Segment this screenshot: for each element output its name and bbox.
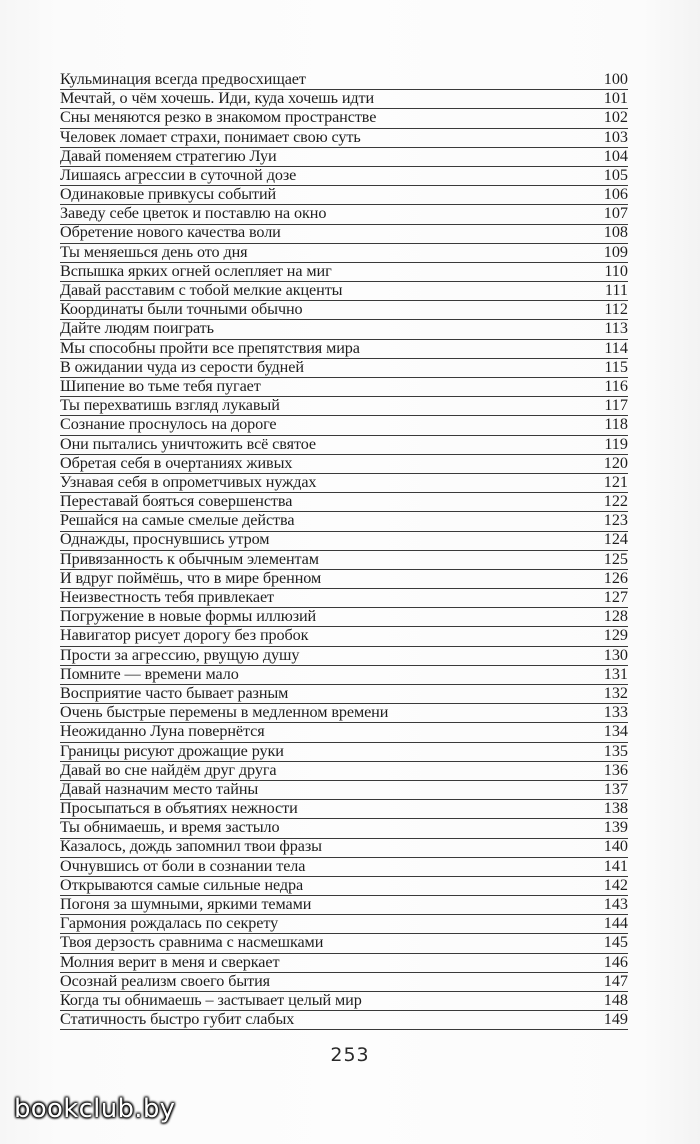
toc-entry-title: Лишаясь агрессии в суточной дозе xyxy=(60,165,297,184)
toc-entry-title: Твоя дерзость сравнима с насмешками xyxy=(60,933,324,952)
toc-entry-page: 120 xyxy=(603,453,628,472)
toc-entry-page: 137 xyxy=(603,779,628,798)
toc-entry-title: Они пытались уничтожить всё святое xyxy=(60,434,316,453)
toc-entry-page: 133 xyxy=(603,703,628,722)
toc-entry xyxy=(60,129,628,148)
toc-entry-page: 136 xyxy=(603,760,628,779)
toc-entry xyxy=(60,263,628,282)
toc-entry-title: Вспышка ярких огней ослепляет на миг xyxy=(60,261,332,280)
toc-entry xyxy=(60,992,628,1011)
toc-entry-title: Погоня за шумными, яркими темами xyxy=(60,895,312,914)
toc-entry xyxy=(60,685,628,704)
toc-entry xyxy=(60,320,628,339)
toc-entry-page: 131 xyxy=(603,664,628,683)
toc-entry-page: 147 xyxy=(603,971,628,990)
toc-entry xyxy=(60,973,628,992)
toc-entry-page: 121 xyxy=(603,472,628,491)
toc-entry-page: 145 xyxy=(603,933,628,952)
site-watermark: bookclub.by xyxy=(14,1094,176,1124)
toc-entry-title: Помните — времени мало xyxy=(60,664,239,683)
toc-entry xyxy=(60,800,628,819)
toc-entry xyxy=(60,416,628,435)
toc-entry xyxy=(60,608,628,627)
toc-entry-page: 102 xyxy=(603,108,628,127)
toc-entry xyxy=(60,934,628,953)
toc-entry-page: 126 xyxy=(603,568,628,587)
toc-entry-page: 124 xyxy=(603,530,628,549)
toc-entry xyxy=(60,109,628,128)
toc-entry-title: Узнавая себя в опрометчивых нуждах xyxy=(60,472,317,491)
toc-entry xyxy=(60,570,628,589)
toc-entry-title: Решайся на самые смелые действа xyxy=(60,511,295,530)
toc-entry xyxy=(60,244,628,263)
toc-entry-page: 114 xyxy=(604,338,628,357)
toc-entry xyxy=(60,225,628,244)
toc-entry xyxy=(60,915,628,934)
toc-entry-title: Статичность быстро губит слабых xyxy=(60,1010,295,1029)
toc-entry-page: 111 xyxy=(604,281,628,300)
toc-entry-page: 130 xyxy=(603,645,628,664)
toc-entry-page: 144 xyxy=(603,914,628,933)
toc-entry-page: 134 xyxy=(603,722,628,741)
toc-entry-page: 146 xyxy=(603,952,628,971)
toc-entry xyxy=(60,148,628,167)
toc-entry-page: 143 xyxy=(603,895,628,914)
toc-entry-title: Привязанность к обычным элементам xyxy=(60,549,319,568)
toc-entry xyxy=(60,704,628,723)
toc-entry-page: 106 xyxy=(603,185,628,204)
toc-entry-page: 119 xyxy=(604,434,628,453)
toc-entry-title: Мечтай, о чём хочешь. Иди, куда хочешь идти xyxy=(60,89,375,108)
toc-entry xyxy=(60,436,628,455)
toc-entry-title: Сознание проснулось на дороге xyxy=(60,415,277,434)
toc-entry xyxy=(60,474,628,493)
toc-entry-title: Неизвестность тебя привлекает xyxy=(60,588,275,607)
toc-entry-title: Открываются самые сильные недра xyxy=(60,875,304,894)
toc-entry-title: Ты перехватишь взгляд лукавый xyxy=(60,396,280,415)
toc-entry-page: 108 xyxy=(603,223,628,242)
toc-entry-title: В ожидании чуда из серости будней xyxy=(60,357,304,376)
toc-entry-title: Прости за агрессию, рвущую душу xyxy=(60,645,300,664)
toc-entry-page: 100 xyxy=(603,69,628,88)
toc-entry xyxy=(60,723,628,742)
toc-entry-page: 103 xyxy=(603,127,628,146)
toc-entry-title: Заведу себе цветок и поставлю на окно xyxy=(60,204,327,223)
toc-entry-page: 125 xyxy=(603,549,628,568)
toc-entry-title: Человек ломает страхи, понимает свою суть xyxy=(60,127,361,146)
toc-entry xyxy=(60,282,628,301)
toc-entry-title: Осознай реализм своего бытия xyxy=(60,971,270,990)
toc-entry-title: Мы способны пройти все препятствия мира xyxy=(60,338,360,357)
toc-entry-page: 110 xyxy=(604,261,628,280)
toc-entry xyxy=(60,819,628,838)
toc-entry-title: Давай поменяем стратегию Луи xyxy=(60,146,277,165)
toc-entry-title: Очень быстрые перемены в медленном времени xyxy=(60,703,389,722)
toc-entry xyxy=(60,455,628,474)
toc-entry-page: 113 xyxy=(604,319,628,338)
toc-entry-page: 117 xyxy=(604,396,628,415)
toc-entry xyxy=(60,205,628,224)
toc-entry-title: Шипение во тьме тебя пугает xyxy=(60,376,261,395)
toc-entry-page: 140 xyxy=(603,837,628,856)
toc-entry-title: Обретая себя в очертаниях живых xyxy=(60,453,293,472)
toc-entry xyxy=(60,301,628,320)
toc-entry-title: Сны меняются резко в знакомом пространстве xyxy=(60,108,377,127)
toc-entry xyxy=(60,743,628,762)
toc-entry-page: 109 xyxy=(603,242,628,261)
toc-entry xyxy=(60,877,628,896)
toc-entry-page: 122 xyxy=(603,492,628,511)
toc-entry-title: Неожиданно Луна повернётся xyxy=(60,722,265,741)
toc-entry-page: 129 xyxy=(603,626,628,645)
toc-entry-page: 148 xyxy=(603,990,628,1009)
toc-entry-title: Просыпаться в объятиях нежности xyxy=(60,799,298,818)
toc-entry-title: Однажды, проснувшись утром xyxy=(60,530,270,549)
toc-entry xyxy=(60,359,628,378)
toc-entry-title: Дайте людям поиграть xyxy=(60,319,214,338)
toc-entry xyxy=(60,397,628,416)
toc-entry-page: 107 xyxy=(603,204,628,223)
toc-entry-title: Очнувшись от боли в сознании тела xyxy=(60,856,306,875)
toc-entry xyxy=(60,666,628,685)
toc-entry-page: 139 xyxy=(603,818,628,837)
toc-entry-page: 104 xyxy=(603,146,628,165)
toc-entry-title: Координаты были точными обычно xyxy=(60,300,303,319)
toc-entry-page: 123 xyxy=(603,511,628,530)
toc-entry-page: 138 xyxy=(603,799,628,818)
toc-entry-title: И вдруг поймёшь, что в мире бренном xyxy=(60,568,322,587)
toc-entry xyxy=(60,551,628,570)
toc-entry-page: 132 xyxy=(603,683,628,702)
toc-entry-page: 101 xyxy=(603,89,628,108)
toc-entry-page: 118 xyxy=(604,415,628,434)
toc-entry-page: 116 xyxy=(604,376,628,395)
toc-entry xyxy=(60,839,628,858)
toc-entry-title: Ты меняешься день ото дня xyxy=(60,242,248,261)
toc-entry-title: Обретение нового качества воли xyxy=(60,223,281,242)
toc-entry xyxy=(60,532,628,551)
toc-entry-page: 142 xyxy=(603,875,628,894)
toc-entry-title: Давай назначим место тайны xyxy=(60,779,259,798)
toc-entry-title: Гармония рождалась по секрету xyxy=(60,914,279,933)
toc-entry xyxy=(60,90,628,109)
toc-entry xyxy=(60,340,628,359)
toc-entry xyxy=(60,858,628,877)
toc-entry-title: Переставай бояться совершенства xyxy=(60,492,293,511)
toc-entry-page: 135 xyxy=(603,741,628,760)
toc-entry-title: Границы рисуют дрожащие руки xyxy=(60,741,284,760)
toc-entry xyxy=(60,186,628,205)
toc-entry-title: Давай во сне найдём друг друга xyxy=(60,760,277,779)
toc-entry xyxy=(60,762,628,781)
toc-entry-title: Давай расставим с тобой мелкие акценты xyxy=(60,281,343,300)
toc-entry xyxy=(60,627,628,646)
toc-entry-title: Когда ты обнимаешь – застывает целый мир xyxy=(60,990,362,1009)
toc-entry-page: 112 xyxy=(604,300,628,319)
toc-entry-page: 141 xyxy=(603,856,628,875)
toc-entry-title: Навигатор рисует дорогу без пробок xyxy=(60,626,309,645)
toc-entry xyxy=(60,71,628,90)
toc-entry-page: 115 xyxy=(604,357,628,376)
toc-entry-title: Погружение в новые формы иллюзий xyxy=(60,607,317,626)
table-of-contents xyxy=(60,71,628,1030)
toc-entry xyxy=(60,647,628,666)
toc-entry xyxy=(60,167,628,186)
toc-entry xyxy=(60,512,628,531)
toc-entry-title: Ты обнимаешь, и время застыло xyxy=(60,818,280,837)
toc-entry-title: Казалось, дождь запомнил твои фразы xyxy=(60,837,322,856)
toc-entry-page: 105 xyxy=(603,165,628,184)
toc-entry xyxy=(60,896,628,915)
toc-entry-title: Кульминация всегда предвосхищает xyxy=(60,69,306,88)
toc-entry-title: Молния верит в меня и сверкает xyxy=(60,952,280,971)
toc-entry xyxy=(60,378,628,397)
page-number: 253 xyxy=(330,1044,370,1066)
toc-entry xyxy=(60,493,628,512)
toc-entry xyxy=(60,589,628,608)
toc-entry-title: Одинаковые привкусы событий xyxy=(60,185,277,204)
toc-entry-page: 127 xyxy=(603,588,628,607)
toc-entry-page: 128 xyxy=(603,607,628,626)
toc-entry xyxy=(60,954,628,973)
toc-entry xyxy=(60,781,628,800)
toc-entry-title: Восприятие часто бывает разным xyxy=(60,683,289,702)
toc-entry-page: 149 xyxy=(603,1010,628,1029)
toc-entry xyxy=(60,1011,628,1030)
